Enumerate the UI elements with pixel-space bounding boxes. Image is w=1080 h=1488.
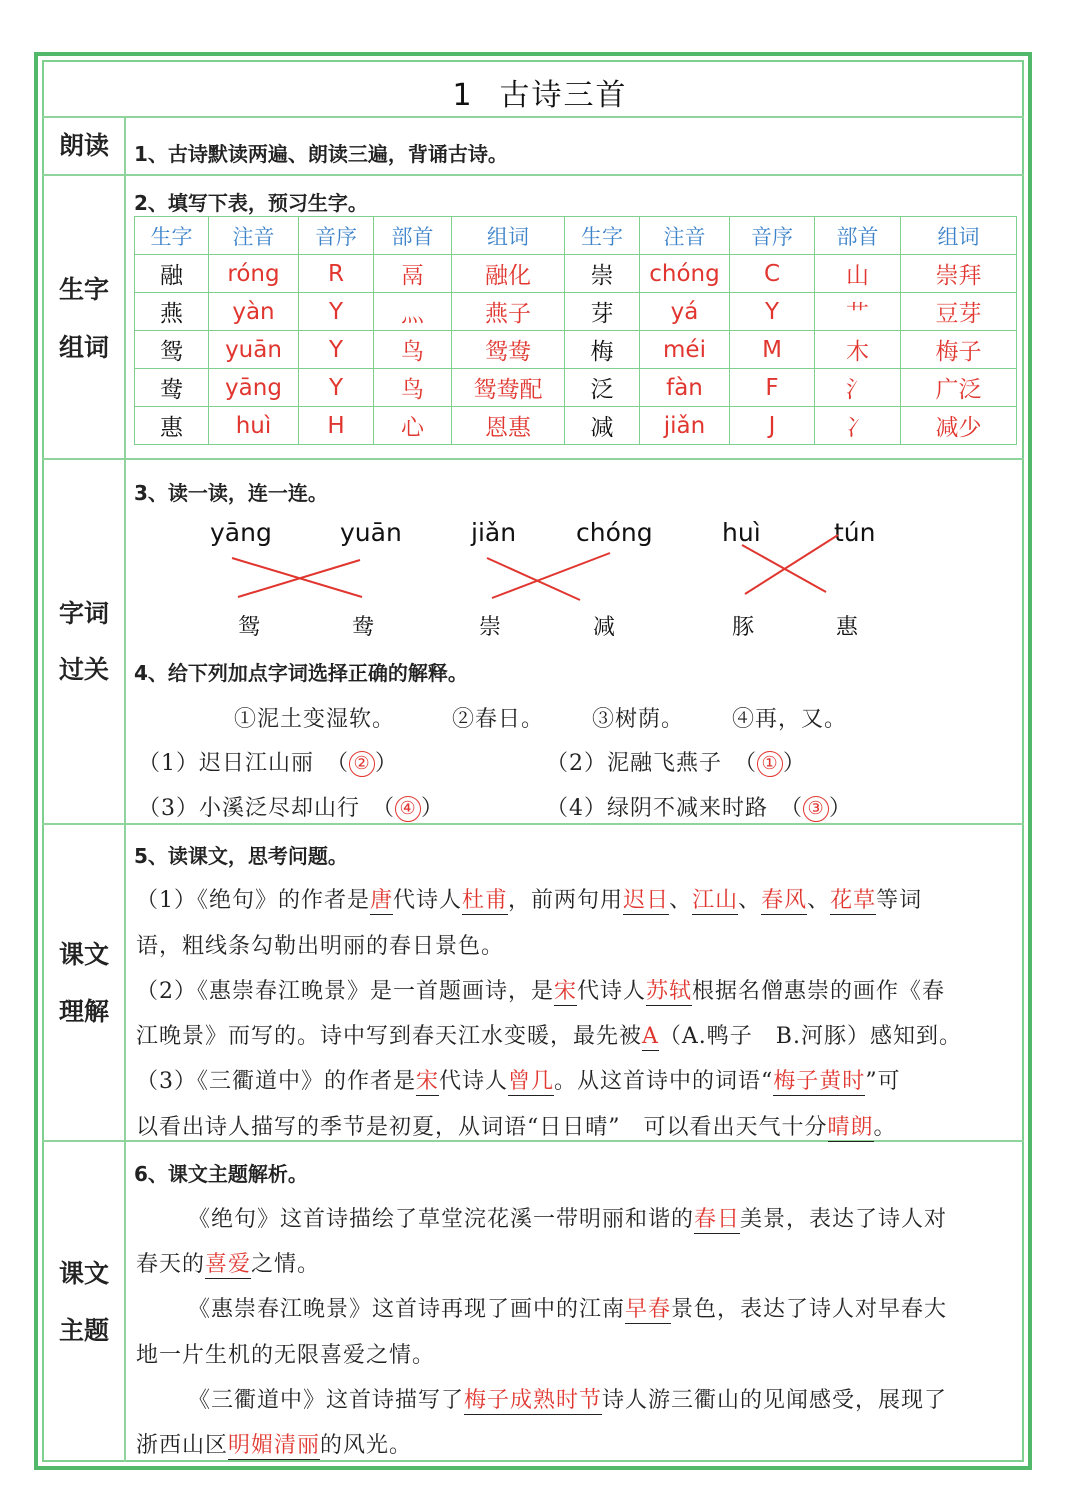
column-header: 生字 [565,217,640,255]
q6-line: 《惠崇春江晚景》这首诗再现了画中的江南早春景色，表达了诗人对早春大 [188,1297,948,1322]
table-cell: J [730,407,815,445]
page-title: 1 古诗三首 [452,78,628,113]
match-line [232,558,362,597]
match-pinyin: chóng [576,518,653,547]
table-cell: 燕 [135,293,209,331]
table-cell: chóng [640,255,730,293]
table-cell: 鸳鸯 [452,331,565,369]
section-label-theme: 课文 [58,1259,109,1288]
table-cell: 鬲 [374,255,452,293]
table-cell: H [299,407,374,445]
column-header: 注音 [209,217,299,255]
match-char: 崇 [479,615,502,640]
match-char: 鸳 [238,615,261,640]
table-cell: 灬 [374,293,452,331]
table-cell: 减 [565,407,640,445]
table-cell: 崇 [565,255,640,293]
table-cell: 梅子 [901,331,1017,369]
section-label-words: 过关 [58,655,109,684]
q6-line: 《三衢道中》这首诗描写了梅子成熟时节诗人游三衢山的见闻感受，展现了 [188,1388,948,1413]
table-cell: 恩惠 [452,407,565,445]
table-cell: 鸯 [135,369,209,407]
table-cell: 广泛 [901,369,1017,407]
question-2: 2、填写下表，预习生字。 [134,191,368,215]
q4-item: （4）绿阴不减来时路 （ ③ ） [546,796,853,821]
q6-line: 浙西山区明媚清丽的风光。 [136,1433,413,1458]
q5-line: （1）《绝句》的作者是唐代诗人杜甫，前两句用迟日、江山、春风、花草等词 [136,888,923,913]
table-cell: huì [209,407,299,445]
match-pinyin: yuān [340,518,402,547]
q5-line: 以看出诗人描写的季节是初夏，从词语“日日晴” 可以看出天气十分晴朗。 [136,1115,897,1140]
table-cell: yāng [209,369,299,407]
table-cell: 山 [815,255,901,293]
table-cell: 木 [815,331,901,369]
match-pinyin: yāng [210,518,272,547]
question-1: 1、古诗默读两遍、朗读三遍，背诵古诗。 [134,142,508,166]
match-line [492,553,610,598]
table-cell: 崇拜 [901,255,1017,293]
section-label-text: 理解 [58,997,109,1026]
table-cell: yuān [209,331,299,369]
table-cell: 艹 [815,293,901,331]
table-cell: Y [299,331,374,369]
column-header: 音序 [299,217,374,255]
table-cell: Y [299,293,374,331]
match-pinyin: jiǎn [471,518,517,547]
table-cell: R [299,255,374,293]
table-cell: 芽 [565,293,640,331]
q5-line: 江晚景》而写的。诗中写到春天江水变暖，最先被A（A.鸭子 B.河豚）感知到。 [136,1024,962,1049]
table-cell: 惠 [135,407,209,445]
question-5: 5、读课文，思考问题。 [134,844,348,868]
column-header: 部首 [815,217,901,255]
q5-line: （2）《惠崇春江晚景》是一首题画诗，是宋代诗人苏轼根据名僧惠崇的画作《春 [136,979,946,1004]
section-label-read: 朗读 [58,131,109,160]
match-char: 鸯 [352,615,375,640]
table-cell: 氵 [815,369,901,407]
table-cell: róng [209,255,299,293]
section-label-words: 字词 [58,599,109,628]
table-cell: 减少 [901,407,1017,445]
table-cell: 融 [135,255,209,293]
table-cell: M [730,331,815,369]
table-cell: méi [640,331,730,369]
table-cell: 融化 [452,255,565,293]
section-label-vocab: 组词 [58,333,109,362]
question-4: 4、给下列加点字词选择正确的解释。 [134,661,468,685]
table-cell: C [730,255,815,293]
table-cell: yàn [209,293,299,331]
q4-item: （3）小溪泛尽却山行 （ ④ ） [138,796,445,821]
row-divider [42,823,1024,825]
q5-line: （3）《三衢道中》的作者是宋代诗人曾几。从这首诗中的词语“梅子黄时”可 [136,1069,901,1094]
table-cell: 梅 [565,331,640,369]
match-line [745,535,838,594]
table-cell: 冫 [815,407,901,445]
table-cell: yá [640,293,730,331]
table-cell: jiǎn [640,407,730,445]
q4-option: ①泥土变湿软。 [234,707,396,732]
table-cell: Y [299,369,374,407]
q4-item: （2）泥融飞燕子 （ ① ） [546,751,807,776]
column-header: 部首 [374,217,452,255]
table-cell: 鸟 [374,369,452,407]
section-label-theme: 主题 [58,1316,109,1345]
section-label-text: 课文 [58,940,109,969]
column-header: 组词 [452,217,565,255]
match-lines [0,0,1080,700]
match-pinyin: huì [722,518,761,547]
match-char: 惠 [836,615,859,640]
column-header: 注音 [640,217,730,255]
table-cell: F [730,369,815,407]
q5-line: 语，粗线条勾勒出明丽的春日景色。 [136,934,505,959]
match-pinyin: tún [834,518,876,547]
q6-line: 《绝句》这首诗描绘了草堂浣花溪一带明丽和谐的春日美景，表达了诗人对 [188,1207,948,1232]
column-header: 组词 [901,217,1017,255]
table-cell: 鸳鸯配 [452,369,565,407]
section-label-vocab: 生字 [58,275,109,304]
q4-option: ②春日。 [452,707,545,732]
q6-line: 地一片生机的无限喜爱之情。 [136,1343,436,1368]
table-cell: 心 [374,407,452,445]
q4-option: ③树荫。 [592,707,685,732]
table-cell: 豆芽 [901,293,1017,331]
table-cell: Y [730,293,815,331]
question-6: 6、课文主题解析。 [134,1162,308,1186]
match-char: 豚 [732,615,755,640]
table-cell: 鸳 [135,331,209,369]
question-3: 3、读一读，连一连。 [134,481,328,505]
q4-item: （1）迟日江山丽 （ ② ） [138,751,399,776]
column-header: 生字 [135,217,209,255]
table-cell: fàn [640,369,730,407]
column-header: 音序 [730,217,815,255]
table-cell: 燕子 [452,293,565,331]
q4-option: ④再，又。 [732,707,848,732]
table-cell: 泛 [565,369,640,407]
match-char: 减 [593,615,616,640]
table-cell: 鸟 [374,331,452,369]
q6-line: 春天的喜爱之情。 [136,1252,321,1277]
